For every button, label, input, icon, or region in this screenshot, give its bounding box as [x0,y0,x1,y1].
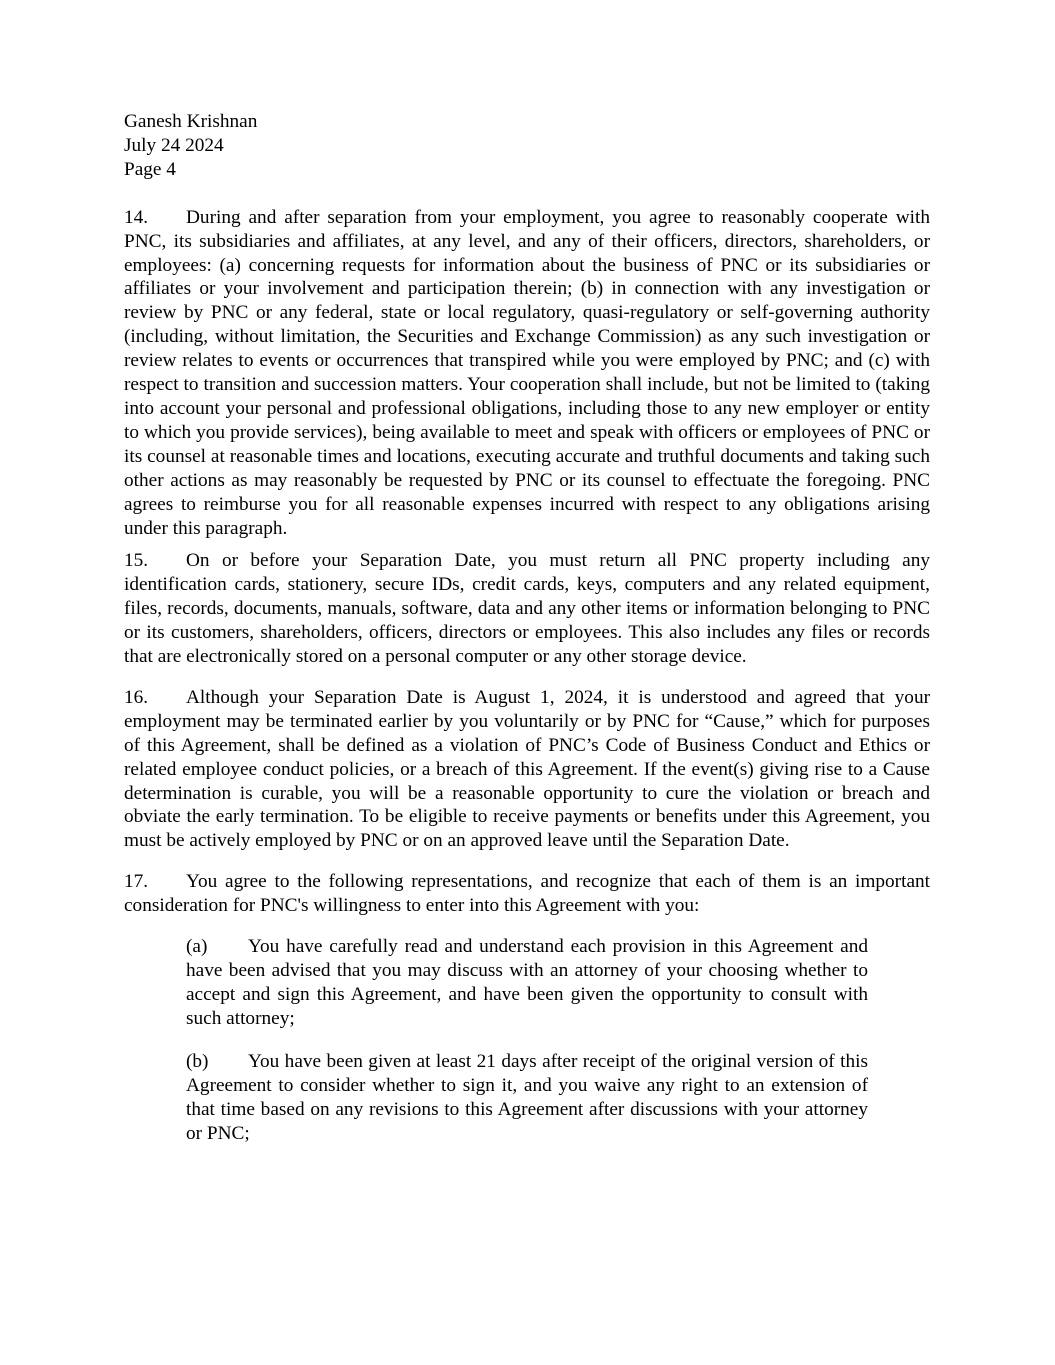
letter-date: July 24 2024 [124,134,224,156]
paragraph-number: 14. [124,206,149,228]
subparagraph-a [186,935,868,1031]
paragraph-number: 15. [124,550,149,572]
paragraph-text: During and after separation from your employment, you agree to reasonably cooperate with PNC, its subsidiaries and affiliates, at any level, and any of their officers, directors, shareholders, or employees: (a) concerning requests for information about the business of PNC or its subsidiaries or affiliates or your involvement and participation therein; (b) in connection with any investigation or review by PNC or any federal, state or local regulatory, quasi-regulatory or self-governing authority (including, without limitation, the Securities and Exchange Commission) as any such investigation or review relates to events or occurrences that transpired while you were employed by PNC; and (c) with respect to transition and succession matters. Your cooperation shall include, but not be limited to (taking into account your personal and professional obligations, including those to any new employer or entity to which you provide services), being available to meet and speak with officers or employees of PNC or its counsel at reasonable times and locations, executing accurate and truthful documents and taking such other actions as may reasonably be requested by PNC or its counsel to effectuate the foregoing. PNC agrees to reimburse you for all reasonable expenses incurred with respect to any obligations arising under this paragraph. [124,206,930,539]
subparagraph-text: You have carefully read and understand each provision in this Agreement and have been advised that you may discuss with an attorney of your choosing whether to accept and sign this Agreement, and have been given the opportunity to consult with such attorney; [186,936,868,1029]
paragraph-number: 16. [124,686,149,708]
paragraph-16 [124,686,930,853]
paragraph-number: 17. [124,871,149,893]
paragraph-text: Although your Separation Date is August 1, 2024, it is understood and agreed that your employment may be terminated earlier by you voluntarily or by PNC for “Cause,” which for purposes of this Agreement, shall be defined as a violation of PNC’s Code of Business Conduct and Ethics or related employee conduct policies, or a breach of this Agreement. If the event(s) giving rise to a Cause determination is curable, you will be a reasonable opportunity to cure the violation or breach and obviate the early termination. To be eligible to receive payments or benefits under this Agreement, you must be actively employed by PNC or on an approved leave until the Separation Date. [124,686,930,852]
paragraph-text: On or before your Separation Date, you must return all PNC property including any identification cards, stationery, secure IDs, credit cards, keys, computers and any related equipment, files, records, documents, manuals, software, data and any other items or information belonging to PNC or its customers, shareholders, officers, directors or employees. This also includes any files or records that are electronically stored on a personal computer or any other storage device. [124,550,930,668]
subparagraph-label: (b) [186,1051,209,1073]
paragraph-15 [124,549,930,669]
paragraph-text: You agree to the following representations, and recognize that each of them is an important consideration for PNC's willingness to enter into this Agreement with you: [124,871,930,917]
subparagraph-text: You have been given at least 21 days after receipt of the original version of this Agreement to consider whether to sign it, and you waive any right to an extension of that time based on any revisions to this Agreement after discussions with your attorney or PNC; [186,1051,868,1144]
paragraph-14 [124,206,930,541]
subparagraph-b [186,1050,868,1146]
page-number: Page 4 [124,158,176,180]
recipient-name: Ganesh Krishnan [124,111,258,132]
subparagraph-label: (a) [186,936,208,958]
letter-header [124,110,930,182]
document-page [124,110,930,1165]
paragraph-17 [124,870,930,918]
